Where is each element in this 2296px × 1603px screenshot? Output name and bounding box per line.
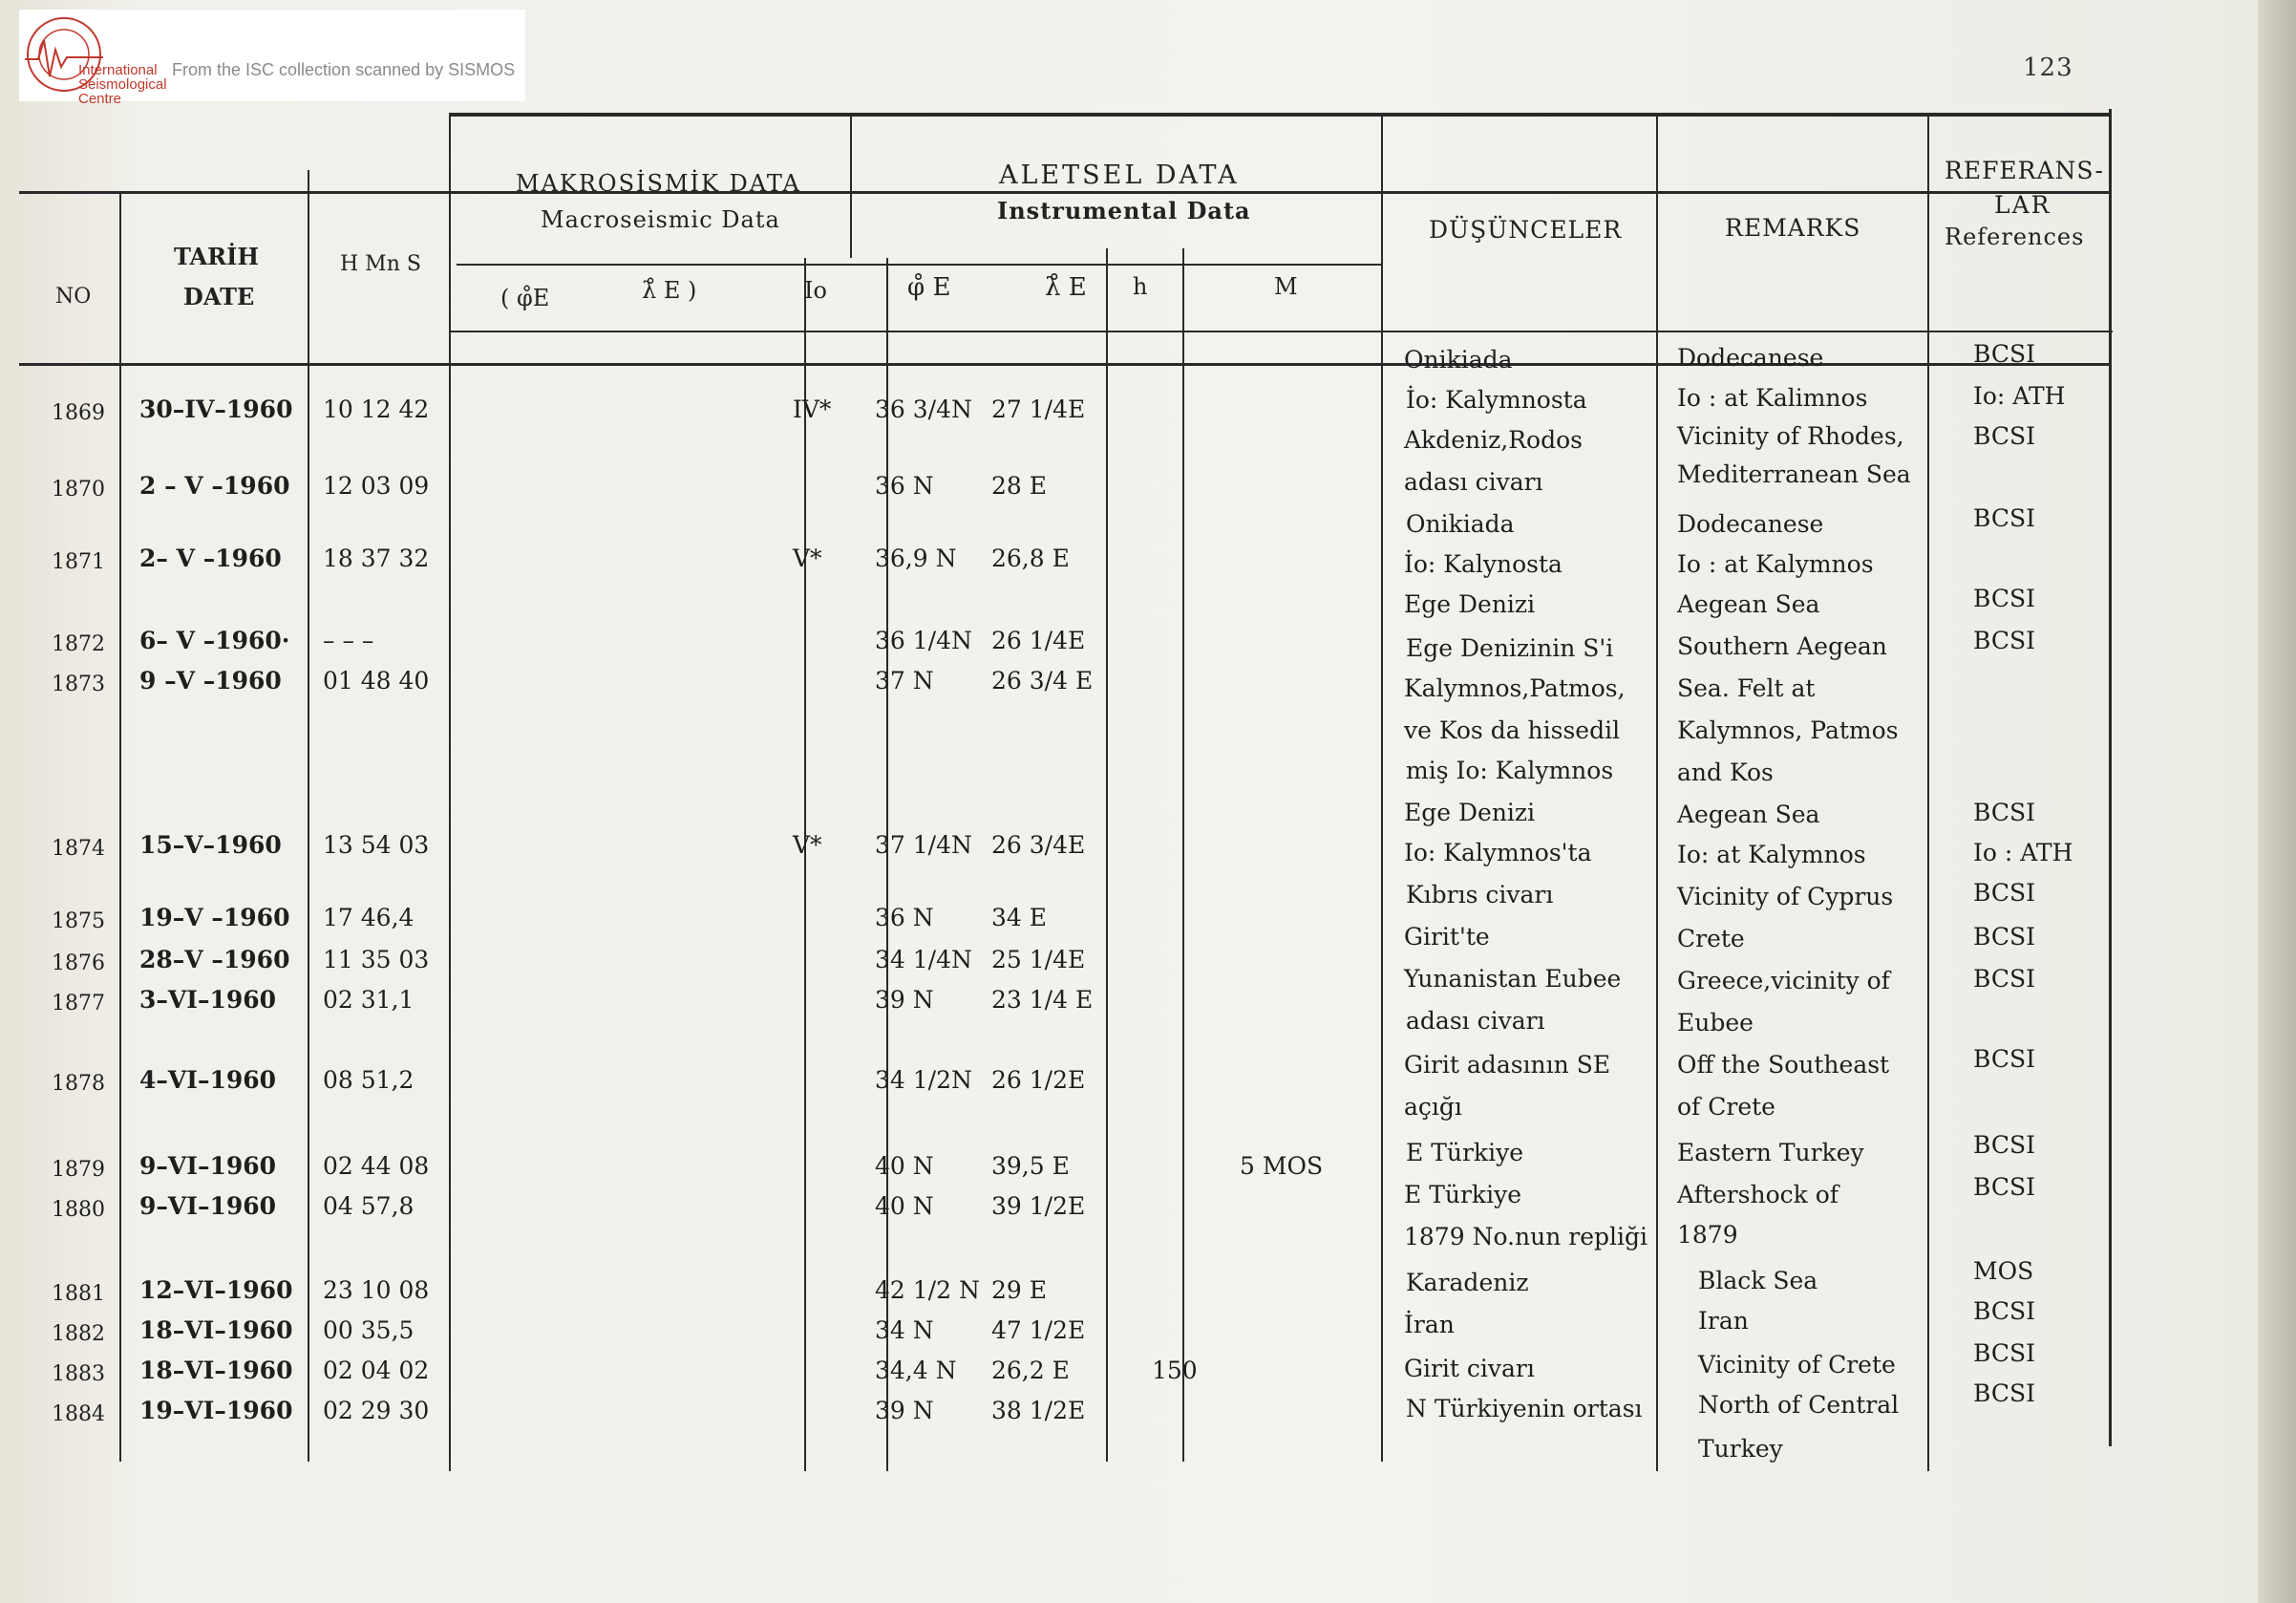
reference-line: BCSI	[1973, 1131, 2035, 1159]
col-header-macro-en: Macroseismic Data	[541, 206, 780, 233]
event-date: 18–VI–1960	[139, 1316, 293, 1344]
event-time: 02 29 30	[323, 1397, 430, 1424]
event-date: 6– V –1960·	[139, 627, 290, 654]
event-latitude: 37 N	[875, 667, 934, 695]
event-time: 02 44 08	[323, 1152, 430, 1180]
event-longitude: 23 1/4 E	[991, 986, 1094, 1014]
remark-line: Iran	[1698, 1307, 1749, 1335]
thought-line: İran	[1404, 1311, 1455, 1338]
event-number: 1880	[52, 1198, 105, 1222]
remark-line: Sea. Felt at	[1677, 674, 1816, 702]
col-header-ref-3: References	[1945, 224, 2085, 250]
event-date: 15–V–1960	[139, 831, 282, 859]
col-rule-time	[449, 115, 451, 1471]
col-rule-remarks	[1927, 115, 1929, 1471]
thought-line: Yunanistan Eubee	[1404, 965, 1622, 993]
event-number: 1878	[52, 1072, 105, 1096]
event-date: 18–VI–1960	[139, 1357, 293, 1384]
event-time: – – –	[323, 627, 374, 654]
col-header-instr-lon: λ̊ E	[1045, 273, 1087, 302]
remark-line: Eastern Turkey	[1677, 1139, 1864, 1166]
remark-line: Io: at Kalymnos	[1677, 841, 1866, 868]
event-latitude: 39 N	[875, 986, 934, 1014]
event-time: 11 35 03	[323, 946, 430, 973]
reference-line: MOS	[1973, 1257, 2034, 1285]
event-number: 1871	[52, 550, 105, 574]
col-header-no: NO	[55, 285, 92, 309]
col-rule-refs	[2109, 109, 2112, 1446]
event-latitude: 36 1/4N	[875, 627, 972, 654]
thought-line: Ege Denizi	[1404, 799, 1536, 826]
event-magnitude: 5 MOS	[1240, 1152, 1324, 1180]
event-number: 1875	[52, 909, 105, 933]
event-number: 1874	[52, 837, 105, 861]
remark-line: Io : at Kalimnos	[1677, 384, 1868, 412]
remark-line: Eubee	[1677, 1009, 1754, 1037]
remark-line: Vicinity of Rhodes,	[1677, 422, 1904, 450]
event-time: 00 35,5	[323, 1316, 415, 1344]
reference-line: BCSI	[1973, 1173, 2035, 1201]
collection-note: From the ISC collection scanned by SISMOS	[172, 60, 516, 79]
thought-line: N Türkiyenin ortası	[1406, 1395, 1643, 1422]
event-number: 1872	[52, 632, 105, 656]
remark-line: Vicinity of Cyprus	[1677, 883, 1894, 910]
event-number: 1873	[52, 673, 105, 696]
event-latitude: 36 N	[875, 472, 934, 500]
event-latitude: 34 N	[875, 1316, 934, 1344]
thought-line: İo: Kalymnosta	[1406, 386, 1587, 414]
col-rule-no	[119, 191, 121, 1462]
reference-line: Io : ATH	[1973, 839, 2073, 866]
col-header-time: H Mn S	[340, 252, 421, 276]
thought-line: Kalymnos,Patmos,	[1404, 674, 1626, 702]
event-date: 19–VI–1960	[139, 1397, 293, 1424]
thought-line: E Türkiye	[1406, 1139, 1523, 1166]
remark-line: and Kos	[1677, 759, 1774, 786]
subheader-rule	[457, 264, 1383, 266]
event-date: 3–VI–1960	[139, 986, 277, 1014]
thought-line: Kıbrıs civarı	[1406, 881, 1554, 908]
event-date: 4–VI–1960	[139, 1066, 277, 1094]
col-rule-thoughts	[1656, 115, 1658, 1471]
event-number: 1870	[52, 478, 105, 502]
reference-line: Io: ATH	[1973, 382, 2066, 410]
thought-line: miş Io: Kalymnos	[1406, 757, 1614, 784]
remark-line: 1879	[1677, 1221, 1738, 1249]
event-date: 19–V –1960	[139, 904, 290, 931]
remark-line: Vicinity of Crete	[1698, 1351, 1896, 1379]
event-longitude: 38 1/2E	[991, 1397, 1086, 1424]
event-number: 1876	[52, 951, 105, 975]
col-header-ref-2: LAR	[1994, 191, 2052, 219]
thought-line: Ege Denizi	[1404, 590, 1536, 618]
col-header-remarks: REMARKS	[1725, 214, 1861, 242]
remark-line: Io : at Kalymnos	[1677, 550, 1874, 578]
remark-line: Dodecanese	[1677, 510, 1824, 538]
event-number: 1882	[52, 1322, 105, 1346]
reference-line: BCSI	[1973, 1297, 2035, 1325]
event-date: 12–VI–1960	[139, 1276, 293, 1304]
thought-line: ve Kos da hissedil	[1404, 716, 1621, 744]
remark-line: Aegean Sea	[1677, 590, 1820, 618]
reference-line: BCSI	[1973, 422, 2035, 450]
col-rule-macro	[804, 258, 806, 1471]
thought-line: Onikiada	[1404, 346, 1513, 374]
remark-line: North of Central	[1698, 1391, 1900, 1419]
event-longitude: 26 1/4E	[991, 627, 1086, 654]
event-time: 04 57,8	[323, 1192, 415, 1220]
event-longitude: 26 1/2E	[991, 1066, 1086, 1094]
event-number: 1884	[52, 1402, 105, 1426]
reference-line: BCSI	[1973, 879, 2035, 907]
col-rule-macro-top	[850, 115, 852, 258]
remark-line: Dodecanese	[1677, 344, 1824, 372]
page-edge-shadow	[2258, 0, 2296, 1603]
col-header-instr-en: Instrumental Data	[997, 197, 1251, 224]
isc-header-badge	[19, 10, 525, 107]
event-time: 02 31,1	[323, 986, 415, 1014]
event-latitude: 40 N	[875, 1192, 934, 1220]
remark-line: Aegean Sea	[1677, 801, 1820, 828]
event-date: 9–VI–1960	[139, 1152, 277, 1180]
event-number: 1869	[52, 401, 105, 425]
remark-line: Crete	[1677, 925, 1745, 952]
col-header-instr-lat: φ̊ E	[907, 273, 951, 302]
event-date: 2– V –1960	[139, 545, 282, 572]
thought-line: İo: Kalynosta	[1404, 550, 1563, 578]
event-longitude: 25 1/4E	[991, 946, 1086, 973]
event-latitude: 36 3/4N	[875, 395, 972, 423]
col-header-ref-1: REFERANS-	[1945, 157, 2104, 184]
table-top-rule-upper	[449, 113, 2111, 117]
event-longitude: 28 E	[991, 472, 1048, 500]
event-date: 2 – V –1960	[139, 472, 290, 500]
remark-line: Black Sea	[1698, 1267, 1818, 1294]
thought-line: açığı	[1404, 1093, 1462, 1121]
event-latitude: 39 N	[875, 1397, 934, 1424]
reference-line: BCSI	[1973, 1339, 2035, 1367]
col-header-io: Io	[804, 277, 827, 304]
remark-line: Off the Southeast	[1677, 1051, 1890, 1079]
event-time: 02 04 02	[323, 1357, 430, 1384]
page-number: 123	[2023, 53, 2073, 82]
event-time: 08 51,2	[323, 1066, 415, 1094]
col-header-instr-tr: ALETSEL DATA	[999, 160, 1240, 190]
remark-line: of Crete	[1677, 1093, 1775, 1121]
event-time: 18 37 32	[323, 545, 430, 572]
event-date: 30–IV–1960	[139, 395, 293, 423]
event-number: 1883	[52, 1362, 105, 1386]
isc-logo-label: International Seismological Centre	[78, 62, 167, 107]
event-latitude: 42 1/2 N	[875, 1276, 980, 1304]
table-top-rule	[19, 191, 2109, 194]
remark-line: Kalymnos, Patmos	[1677, 716, 1899, 744]
thought-line: Ege Denizinin S'i	[1406, 634, 1614, 662]
thought-line: adası civarı	[1404, 468, 1543, 496]
thought-line: Akdeniz,Rodos	[1404, 426, 1583, 454]
col-header-date-en: DATE	[183, 283, 255, 310]
event-time: 13 54 03	[323, 831, 430, 859]
remark-line: Mediterranean Sea	[1677, 460, 1911, 488]
thought-line: Girit'te	[1404, 923, 1490, 951]
thought-line: adası civarı	[1406, 1007, 1545, 1035]
remark-line: Turkey	[1698, 1435, 1783, 1463]
thought-line: Onikiada	[1406, 510, 1515, 538]
col-rule-lon	[1106, 248, 1108, 1462]
event-longitude: 39 1/2E	[991, 1192, 1086, 1220]
event-longitude: 26 3/4E	[991, 831, 1086, 859]
event-number: 1877	[52, 992, 105, 1015]
reference-line: BCSI	[1973, 923, 2035, 951]
event-number: 1879	[52, 1158, 105, 1182]
subheader-rule-2	[449, 331, 2113, 332]
reference-line: BCSI	[1973, 340, 2035, 368]
thought-line: Girit civarı	[1404, 1355, 1535, 1382]
reference-line: BCSI	[1973, 585, 2035, 612]
event-date: 9–VI–1960	[139, 1192, 277, 1220]
col-header-date-tr: TARİH	[174, 243, 260, 270]
event-latitude: 40 N	[875, 1152, 934, 1180]
col-rule-h	[1182, 248, 1184, 1462]
event-longitude: 34 E	[991, 904, 1048, 931]
event-time: 17 46,4	[323, 904, 415, 931]
event-latitude: 36,9 N	[875, 545, 957, 572]
event-time: 23 10 08	[323, 1276, 430, 1304]
event-latitude: 34,4 N	[875, 1357, 957, 1384]
reference-line: BCSI	[1973, 1045, 2035, 1073]
event-longitude: 26 3/4 E	[991, 667, 1094, 695]
event-number: 1881	[52, 1282, 105, 1306]
col-rule-date	[308, 170, 309, 1462]
reference-line: BCSI	[1973, 1379, 2035, 1407]
event-time: 12 03 09	[323, 472, 430, 500]
event-time: 10 12 42	[323, 395, 430, 423]
col-header-magnitude: M	[1274, 273, 1298, 300]
col-header-macro-lon: λ̊ E )	[642, 277, 697, 304]
event-intensity: IV*	[793, 395, 832, 423]
remark-line: Aftershock of	[1677, 1181, 1839, 1208]
col-rule-mag	[1381, 115, 1383, 1462]
event-intensity: V*	[793, 831, 822, 859]
reference-line: BCSI	[1973, 965, 2035, 993]
event-latitude: 34 1/4N	[875, 946, 972, 973]
event-latitude: 36 N	[875, 904, 934, 931]
reference-line: BCSI	[1973, 504, 2035, 532]
thought-line: 1879 No.nun repliği	[1404, 1223, 1648, 1250]
event-longitude: 29 E	[991, 1276, 1048, 1304]
event-depth: 150	[1152, 1357, 1198, 1384]
event-date: 9 –V –1960	[139, 667, 282, 695]
thought-line: Io: Kalymnos'ta	[1404, 839, 1592, 866]
event-time: 01 48 40	[323, 667, 430, 695]
reference-line: BCSI	[1973, 627, 2035, 654]
event-longitude: 47 1/2E	[991, 1316, 1086, 1344]
event-latitude: 34 1/2N	[875, 1066, 972, 1094]
event-latitude: 37 1/4N	[875, 831, 972, 859]
thought-line: Girit adasının SE	[1404, 1051, 1611, 1079]
event-longitude: 39,5 E	[991, 1152, 1070, 1180]
remark-line: Southern Aegean	[1677, 632, 1887, 660]
event-longitude: 26,2 E	[991, 1357, 1070, 1384]
col-header-depth: h	[1133, 273, 1148, 300]
event-longitude: 26,8 E	[991, 545, 1070, 572]
event-longitude: 27 1/4E	[991, 395, 1086, 423]
col-header-macro-tr: MAKROSİSMİK DATA	[516, 170, 801, 197]
thought-line: E Türkiye	[1404, 1181, 1521, 1208]
col-header-macro-lat: ( φ̊E	[500, 285, 550, 311]
reference-line: BCSI	[1973, 799, 2035, 826]
remark-line: Greece,vicinity of	[1677, 967, 1890, 994]
col-header-thoughts: DÜŞÜNCELER	[1429, 216, 1623, 244]
thought-line: Karadeniz	[1406, 1269, 1529, 1296]
event-intensity: V*	[793, 545, 822, 572]
event-date: 28–V –1960	[139, 946, 290, 973]
